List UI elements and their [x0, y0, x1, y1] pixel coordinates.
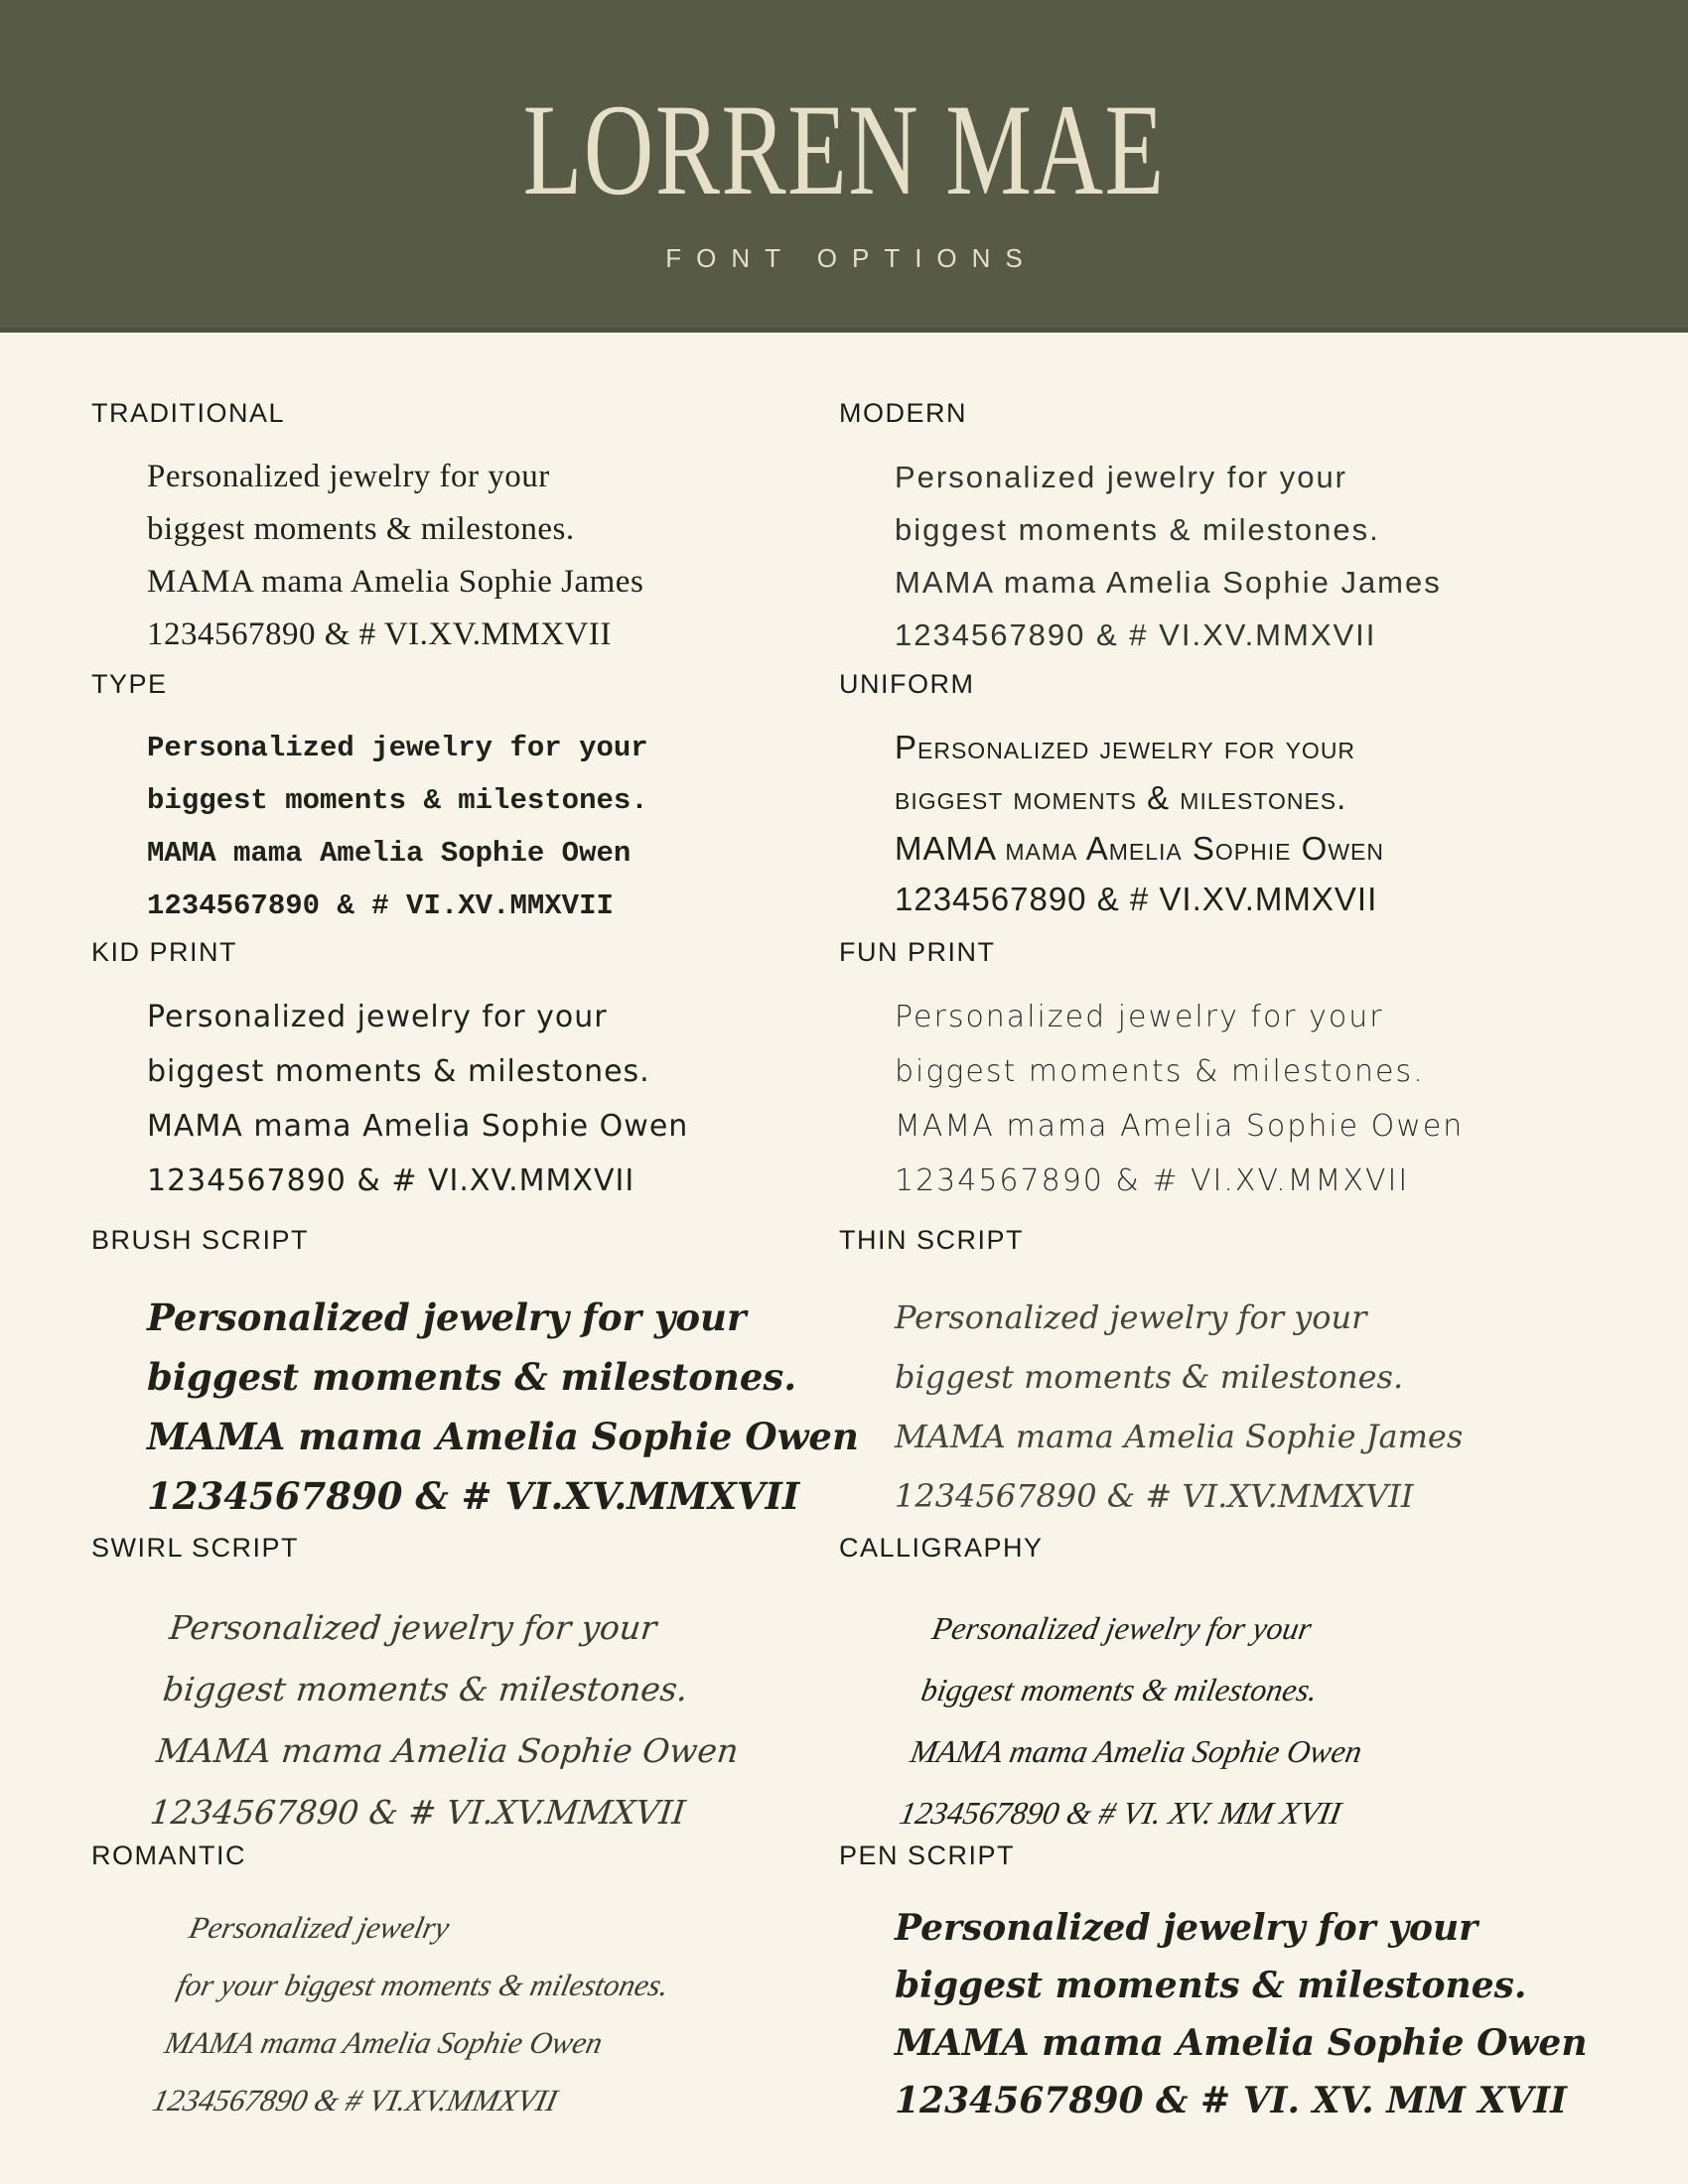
sample-line: 1234567890 & # VI.XV.MMXVII	[147, 889, 614, 922]
font-sample-brush-script	[91, 1225, 859, 1535]
sample-line: biggest moments & milestones.	[895, 779, 1347, 816]
sample-line: MAMA mama Amelia Sophie Owen	[895, 1109, 1465, 1144]
sample-line: Personalized jewelry for your	[895, 1298, 1367, 1336]
brand-title	[410, 76, 1278, 222]
font-label-thin-script: THIN SCRIPT	[839, 1225, 1025, 1255]
sample-text-swirl-script	[91, 1597, 865, 1843]
header-band	[0, 0, 1688, 333]
font-sample-romantic	[91, 1843, 839, 2129]
font-sample-calligraphy	[839, 1535, 1648, 1843]
font-label-kid-print: KID PRINT	[91, 937, 238, 967]
sample-line: Personalized jewelry for your	[147, 459, 550, 494]
sample-text-calligraphy	[839, 1597, 1688, 1843]
sample-text-type	[91, 722, 839, 932]
sample-line: biggest moments & milestones.	[918, 1672, 1321, 1707]
font-label-type: TYPE	[91, 669, 168, 699]
sample-line: 1234567890 & # VI.XV.MMXVII	[147, 1163, 635, 1198]
font-sample-modern	[839, 400, 1648, 671]
font-label-romantic: ROMANTIC	[91, 1841, 246, 1870]
sample-line: 1234567890 & # VI.XV.MMXVII	[148, 1793, 688, 1832]
font-label-uniform: UNIFORM	[839, 669, 975, 699]
font-label-pen-script: PEN SCRIPT	[839, 1841, 1016, 1870]
sample-line: 1234567890 & # VI.XV.MMXVII	[895, 1477, 1414, 1515]
sample-line: MAMA mama Amelia Sophie Owen	[895, 2022, 1588, 2064]
page-subtitle: FONT OPTIONS	[665, 243, 1038, 273]
sample-line: Personalized jewelry for your	[147, 732, 648, 764]
font-label-swirl-script: SWIRL SCRIPT	[91, 1533, 300, 1563]
sample-line: MAMA mama Amelia Sophie Owen	[895, 830, 1384, 867]
font-sample-type	[91, 671, 839, 939]
sample-line: 1234567890 & # VI.XV.MMXVII	[895, 617, 1377, 652]
sample-text-pen-script	[839, 1899, 1648, 2129]
sample-line: Personalized jewelry for your	[147, 1296, 747, 1339]
sample-line: biggest moments & milestones.	[147, 1355, 797, 1399]
font-sample-pen-script	[839, 1843, 1648, 2129]
sample-line: MAMA mama Amelia Sophie Owen	[147, 837, 632, 870]
sample-line: Personalized jewelry for your	[167, 1608, 659, 1647]
font-sample-kid-print	[91, 939, 839, 1227]
sample-text-thin-script	[839, 1288, 1648, 1526]
sample-line: biggest moments & milestones.	[147, 784, 648, 817]
sample-line: biggest moments & milestones.	[147, 511, 575, 547]
sample-line: MAMA mama Amelia Sophie James	[895, 565, 1442, 600]
sample-line: MAMA mama Amelia Sophie Owen	[147, 1415, 859, 1458]
font-label-modern: MODERN	[839, 398, 967, 428]
sample-line: Personalized jewelry for your	[895, 729, 1356, 765]
sample-line: biggest moments & milestones.	[895, 1358, 1404, 1396]
sample-line: 1234567890 & # VI.XV.MMXVII	[147, 616, 612, 652]
sample-line: Personalized jewelry for your	[895, 460, 1348, 494]
sample-line: biggest moments & milestones.	[147, 1054, 650, 1089]
brand-title-text: LORREN MAE	[522, 76, 1166, 222]
sample-line: Personalized jewelry for your	[895, 1000, 1384, 1034]
sample-line: MAMA mama Amelia Sophie James	[147, 564, 644, 600]
font-label-fun-print: FUN PRINT	[839, 937, 996, 967]
font-label-brush-script: BRUSH SCRIPT	[91, 1225, 310, 1255]
sample-line: 1234567890 & # VI.XV.MMXVII	[895, 881, 1378, 917]
sample-text-kid-print	[91, 990, 839, 1208]
font-sample-traditional	[91, 400, 839, 671]
sample-line: for your biggest moments & milestones.	[174, 1968, 672, 2002]
font-samples-grid	[0, 333, 1688, 2129]
sample-line: biggest moments & milestones.	[161, 1670, 690, 1708]
sample-line: 1234567890 & # VI. XV. MM XVII	[895, 2080, 1568, 2121]
sample-line: MAMA mama Amelia Sophie Owen	[154, 1731, 741, 1770]
font-sample-swirl-script	[91, 1535, 839, 1843]
font-sample-uniform	[839, 671, 1648, 939]
font-label-traditional: TRADITIONAL	[91, 398, 286, 428]
sample-text-brush-script	[91, 1288, 859, 1526]
sample-line: 1234567890 & # VI.XV.MMXVII	[895, 1163, 1410, 1198]
sample-line: biggest moments & milestones.	[895, 1965, 1527, 2006]
sample-text-fun-print	[839, 990, 1648, 1208]
font-sample-thin-script	[839, 1227, 1648, 1535]
sample-line: 1234567890 & # VI.XV.MMXVII	[149, 2083, 561, 2117]
sample-text-romantic	[91, 1899, 888, 2129]
sample-line: Personalized jewelry	[186, 1910, 453, 1945]
sample-line: MAMA mama Amelia Sophie Owen	[908, 1733, 1365, 1769]
sample-text-uniform	[839, 722, 1648, 924]
sample-line: MAMA mama Amelia Sophie James	[895, 1418, 1464, 1455]
sample-line: biggest moments & milestones.	[895, 1054, 1425, 1089]
sample-text-traditional	[91, 451, 839, 661]
sample-line: 1234567890 & # VI. XV. MM XVII	[897, 1795, 1344, 1831]
sample-line: biggest moments & milestones.	[895, 512, 1380, 547]
sample-line: Personalized jewelry for your	[147, 1000, 608, 1034]
sample-line: MAMA mama Amelia Sophie Owen	[161, 2025, 607, 2060]
sample-line: MAMA mama Amelia Sophie Owen	[147, 1109, 689, 1144]
sample-line: 1234567890 & # VI.XV.MMXVII	[147, 1474, 800, 1518]
sample-line: Personalized jewelry for your	[895, 1907, 1478, 1949]
sample-line: Personalized jewelry for your	[929, 1610, 1315, 1646]
sample-text-modern	[839, 451, 1648, 661]
font-sample-fun-print	[839, 939, 1648, 1227]
font-label-calligraphy: CALLIGRAPHY	[839, 1533, 1044, 1563]
